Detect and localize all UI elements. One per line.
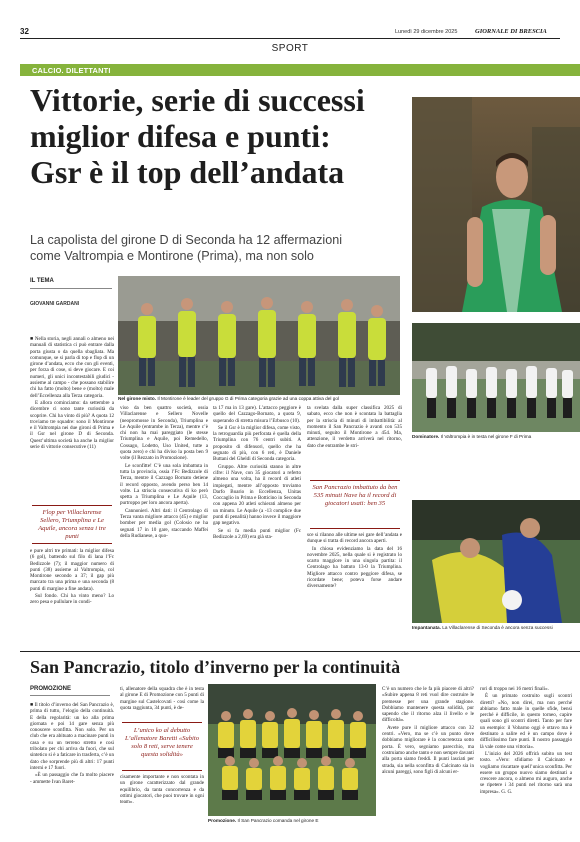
newspaper-name: GIORNALE DI BRESCIA	[475, 28, 547, 35]
tag-rule	[30, 288, 112, 289]
second-col4-p2: È un primato costruito sugli scontri diretti? «No, non direi, ma non perché abbiamo fatto male in quelle sfide, bensì perché è difficile, in questo torneo, capire quali sono gli scontri diretti. Tanto per fare un esempio: il Vobarno oggi è ottavo ma è destinato a salire ed è un campo dove è difficilissimo fare punti. Il nostro passaggio là vale come una vittoria».	[480, 693, 572, 750]
main-col1-p2: E allora cominciamo: da settembre a dicembre ci sono tante curiosità da scoprire. Chi ha vinto di più? A quota 12 troviamo tre squadre: sono il Montirone e il Valtrompia nei due gironi di Prima e il Gsr nel girone D di Seconda. Quest’ultima società ha anche la miglior serie di vittorie consecutive (11)	[30, 399, 114, 451]
main-col2-p3: Cannonieri. Altri dati: il Centrolago di Terza vanta migliore attacco (45) e miglior bomber per media gol (Colosio ne ha segnati 17 in 10 gare, staccando Maffei della Rudianese, a quo-	[120, 507, 208, 539]
main-col4-p1: ta svelata dalla super classifica 2025 di sabato, ecco che non è scontata la battaglia per la striscia di minuti di imbattibilità: al momento il San Pancrazio è avanti con 535 minuti, seguito il Montirone a 454. Ma, attenzione, il verdetto arriverà nel ritorno, dato che entrambe le stri-	[307, 405, 402, 449]
photo-player-svg	[412, 97, 580, 312]
main-column-4b	[307, 532, 402, 640]
second-article-rule	[20, 651, 580, 652]
subtitle-line-1: La capolista del girone D di Seconda ha 12 affermazioni	[30, 233, 343, 247]
second-col4-p1: rori di troppo nei 16 metri finali».	[480, 686, 549, 692]
main-col2-p2: Le sconfitte! C’è una sola imbattuta in tutta la provincia, ossia l’Fc Bedizzole di Terza, mentre il Cazzago Bornato detiene il record opposto, avendo perso ben 14 volte. La striscia consecutiva di ko però spetta a Triumplina e Le Aquile (13, purtroppo per loro ancora aperta).	[120, 462, 208, 507]
caption-villaclarense-text: La Villaclarense di Seconda è ancora senza successi	[442, 625, 553, 630]
photo-san-pancrazio-svg	[208, 684, 376, 816]
main-column-3	[213, 405, 301, 639]
caption-san-pancrazio-bold: Promozione.	[208, 818, 237, 823]
quote1-rule-bottom	[32, 543, 112, 544]
main-col1-p1: ■ Nella storia, negli annali o almeno nei manuali di statistica ci può entrare dalla porta giusta o da quella sbagliata. Ma comunque, se si parla di top e flop di un girone d’andata, ecco che con gli eventi, per forza di cose, si deve giocare. E coi numeri, gli unici incontestabili giudici - assieme al campo - che possano stabilire chi ha fatto (molto) bene e (molto) male dell’Eccellenza alla Terza categoria.	[30, 336, 114, 399]
main-col3-p3: Gruppo. Altre curiosità stanno in altre cifre: il Nave, con 35 giocatori a referto almeno una volta, ha il record di atleti impiegati, mentre all’opposto troviamo Darfo Boario in Eccellenza, Unitas Coccaglio in Prima e Botticino in Seconda con appena 20 atleti schierati almeno per un minuto. Le Aquile (a -13 complice due punti di penalità) hanno invece il maggiore gap negativo.	[213, 463, 301, 527]
pull-quote-flop: Flop per Villaclarense Sellero, Triumplina e Le Aquile, ancora senza i tre punti	[38, 509, 106, 540]
promozione-rule	[30, 695, 110, 696]
second-col3-p1: C’è un numero che le fa più piacere di altri? «Subire appena 8 reti vuol dire costruire le premesse per una grande stagione. Dobbiamo mantenere questa solidità, pur sapendo che il ritorno alza il livello e le difficoltà».	[382, 686, 474, 724]
main-column-1	[30, 336, 114, 452]
headline-line-1: Vittorie, serie di successi	[30, 82, 365, 118]
second-col1-p1: ■ Il titolo d’inverno del San Pancrazio è, prima di tutto, l’elogio della continuità. E della regolarità: un ko alla prima giornata e poi 14 gare senza più conoscere sconfitta. Non solo. Per un club che era abituato a macinare punti in casa e su un terreno stretto e così tribolato per chi arriva da fuori, che sul sintetico si è a faticare in trasferta, c’è un dato che sorprende più di altri: 17 punti interni e 17 fuori.	[30, 702, 114, 771]
quote2-rule-top	[310, 480, 400, 481]
tag-il-tema: IL TEMA	[30, 278, 54, 284]
caption-san-pancrazio	[208, 818, 376, 824]
photo-team-svg	[118, 276, 400, 395]
pull-quote-san-pancrazio: San Pancrazio imbattuto da ben 535 minuti Nave ha il record di giocatori usati: ben 35	[312, 484, 398, 507]
caption-villaclarense-bold: Impantanata.	[412, 625, 441, 630]
page-number: 32	[20, 27, 29, 36]
quote2-rule-bottom	[310, 528, 400, 529]
photo-san-pancrazio	[208, 684, 376, 816]
issue-date: Lunedì 29 dicembre 2025	[395, 29, 458, 35]
second-col4-p3: L’inizio del 2026 offrirà subito un test tosto. «Vero: sfidiamo il Calcinato e vogliamo riscattare quell’unica sconfitta. Per essere un gruppo nuovo siamo destinati a crescere ancora, o almeno mi auguro, anche se ripetere i 34 punti nel ritorno sarà una impresa». G. G.	[480, 750, 572, 795]
main-column-4	[307, 405, 402, 479]
second-headline: San Pancrazio, titolo d’inverno per la continuità	[30, 657, 401, 677]
caption-montirone-bold: Nel girone misto.	[118, 396, 157, 401]
main-col1b-p2: Sul fondo. Chi ha vinto meno? Lo zero pesa e pullulare in condi-	[30, 593, 114, 606]
second-column-4	[480, 686, 572, 828]
quote3-rule-bottom	[122, 770, 202, 771]
caption-montirone	[118, 396, 400, 402]
photo-valtrompia	[412, 323, 580, 432]
subtitle-line-2: come Valtrompia e Montirone (Prima), ma non solo	[30, 249, 314, 263]
headline-line-2: miglior difesa e punti:	[30, 118, 331, 154]
second-col2a-p1: ti, allenatore della squadra che è in testa al girone E di Promozione con 5 punti di margine sul Castelcovati - così come la quota raggiunta, 34 punti, è de-	[120, 686, 204, 711]
second-column-2a	[120, 686, 204, 716]
second-column-3	[382, 686, 474, 828]
photo-villaclarense-svg	[412, 500, 580, 623]
second-col1-p2: «È un passaggio che fa molto piacere - ammette Ivan Baret-	[30, 772, 114, 785]
quote3-rule-top	[122, 722, 202, 723]
main-col4b-p1: sce si rilanno alle ultime sei gare dell’andata e dunque si tratta di record ancora aperti.	[307, 532, 402, 545]
photo-player-portrait	[412, 97, 580, 312]
main-col1b-p1: e pure altri tre primati: la miglior difesa (6 gol), battendo sul filo di lana l’Fc Bedizzole (7); il maggior numero di punti (38) assieme al Valtrompia, col Montirone secondo a 37; il gap più marcato tra una prima e una seconda (8 punti di margine a fine andata).	[30, 548, 114, 592]
main-col4b-p2: In chiosa evidenziamo la data del 16 novembre 2025, nella quale si è registrato lo scarto maggiore in una singola partita: il Centrolago ha battuto 13-0 la Triumplina. Migliore attacco contro peggiore difesa, se ricordate bene; poteva forse andare diversamente?	[307, 545, 402, 590]
main-col3-p4: Se si fa media punti miglior (Fc Bedizzole a 2,69) era già sta-	[213, 527, 301, 540]
caption-valtrompia-text: Il Valtrompia è in testa nel girone F di Prima	[440, 434, 532, 439]
headline-line-3: Gsr è il top dell’andata	[30, 154, 345, 190]
caption-valtrompia-bold: Dominatore.	[412, 434, 440, 439]
main-col3-p1: ta 17 ma in 13 gare). L’attacco peggiore è quello del Cazzago-Bornato, a quota 9, superando di stretta misura l’Erbusco (10).	[213, 405, 301, 424]
category-label: CALCIO. DILETTANTI	[32, 65, 111, 75]
main-col2-p1: viso da ben quattro società, ossia Villaclarense e Sellero Novelle (neopromosse in Seconda), Triumplina e Le Aquile (entrambe in Terza), mentre c’è chi non ha mai pareggiato (le stesse Triumplina e Aquile, poi Remedello, Cossago, Lodetto, Uso United, tutte a quota zero) e chi ha diviso la posta ben 9 volte (il Rezzato in Promozione).	[120, 405, 208, 462]
photo-team-montirone	[118, 276, 400, 395]
second-col2b-p1: cisamente importante e non scontata in un girone caratterizzato dal grande equilibrio, da tanta concorrenza e da ottimi giocatori, che puoi trovare in ogni team».	[120, 774, 204, 806]
caption-montirone-text: Il Montirone è leader del gruppo G di Prima categoria grazie ad una coppa attiva del gol	[157, 396, 339, 401]
caption-san-pancrazio-text: Il San Pancrazio comanda nel girone E	[237, 818, 319, 823]
second-col3-p2: Avete pure il migliore attacco con 32 centri. «Vero, ma se c’è un punto dove dobbiamo migliorare è la concretezza sotto porta. È vero, segniamo parecchio, ma costruiamo anche tanto e non sempre davanti alla porta siamo freddi. Il punti lasciati per strada, sia nella sconfitta di Calcinato sia in alcuni pareggi, sono figli di alcuni er-	[382, 724, 474, 775]
second-column-1	[30, 702, 114, 826]
main-col3-p2: Se il Gsr è la miglior difesa, come visto, la retroguardia più perforata è quella della Triumplina con 76 centri subiti. A proposito di difensori, quello che ha segnato di più, con 6 reti, è Daniele Buttani del Gheldi di Seconda categoria.	[213, 424, 301, 463]
byline: GIOVANNI GARDANI	[30, 301, 80, 307]
section-label: SPORT	[271, 43, 309, 54]
photo-villaclarense	[412, 500, 580, 623]
main-column-1b	[30, 548, 114, 638]
headline	[30, 82, 420, 190]
header-rule	[20, 38, 560, 39]
pull-quote-baretti: L’unico ko al debutto L’allenatore Baretti «Subito solo 8 reti, serve tenere questa solidità»	[125, 727, 199, 758]
caption-valtrompia	[412, 434, 580, 440]
second-column-2b	[120, 774, 204, 826]
subtitle	[30, 232, 410, 264]
photo-valtrompia-svg	[412, 323, 580, 432]
quote1-rule-top	[32, 505, 112, 506]
main-column-2	[120, 405, 208, 639]
caption-villaclarense	[412, 625, 580, 631]
tag-promozione: PROMOZIONE	[30, 686, 72, 692]
